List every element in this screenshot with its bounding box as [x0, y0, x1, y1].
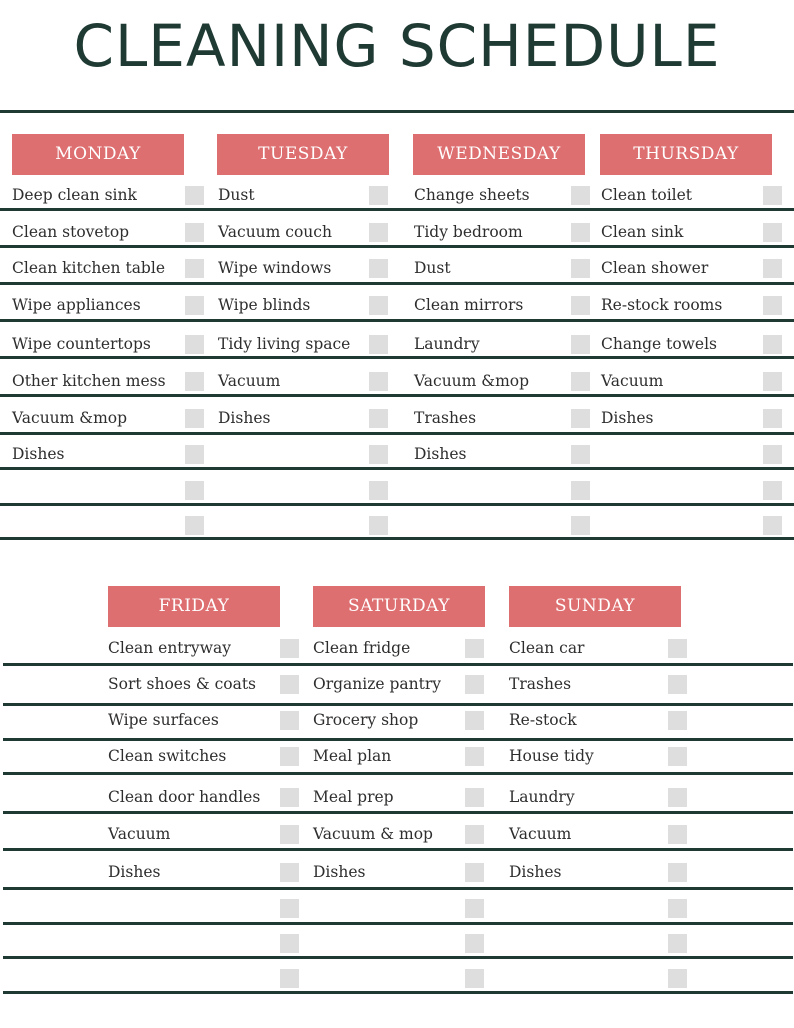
- divider-line: [0, 110, 794, 113]
- task-label: Vacuum & mop: [313, 825, 433, 843]
- task-label: Wipe windows: [218, 259, 332, 277]
- task-label: Laundry: [509, 788, 575, 806]
- divider-line: [0, 503, 794, 506]
- task-label: Clean shower: [601, 259, 709, 277]
- task-checkbox[interactable]: [571, 186, 590, 205]
- task-checkbox[interactable]: [280, 825, 299, 844]
- task-checkbox[interactable]: [185, 259, 204, 278]
- task-label: Change towels: [601, 335, 718, 353]
- divider-line: [0, 282, 794, 285]
- task-label: Clean door handles: [108, 788, 261, 806]
- divider-line: [3, 663, 793, 666]
- task-checkbox[interactable]: [280, 788, 299, 807]
- task-checkbox[interactable]: [465, 825, 484, 844]
- task-checkbox[interactable]: [280, 747, 299, 766]
- task-checkbox[interactable]: [571, 372, 590, 391]
- task-checkbox[interactable]: [465, 899, 484, 918]
- task-checkbox[interactable]: [668, 711, 687, 730]
- task-label: Trashes: [509, 675, 572, 693]
- task-checkbox[interactable]: [369, 335, 388, 354]
- task-label: Vacuum &mop: [12, 409, 128, 427]
- task-checkbox[interactable]: [185, 372, 204, 391]
- task-checkbox[interactable]: [280, 863, 299, 882]
- task-checkbox[interactable]: [571, 516, 590, 535]
- task-label: Sort shoes & coats: [108, 675, 256, 693]
- task-label: Vacuum: [601, 372, 664, 390]
- task-checkbox[interactable]: [668, 747, 687, 766]
- divider-line: [0, 208, 794, 211]
- task-label: Laundry: [414, 335, 480, 353]
- task-label: Vacuum: [108, 825, 171, 843]
- task-checkbox[interactable]: [668, 788, 687, 807]
- task-checkbox[interactable]: [465, 934, 484, 953]
- day-header-friday: FRIDAY: [108, 586, 280, 627]
- task-checkbox[interactable]: [280, 639, 299, 658]
- task-checkbox[interactable]: [763, 223, 782, 242]
- task-label: Vacuum: [218, 372, 281, 390]
- task-checkbox[interactable]: [571, 445, 590, 464]
- task-checkbox[interactable]: [465, 675, 484, 694]
- task-label: Deep clean sink: [12, 186, 137, 204]
- task-label: Wipe appliances: [12, 296, 141, 314]
- task-checkbox[interactable]: [369, 296, 388, 315]
- day-header-sunday: SUNDAY: [509, 586, 681, 627]
- day-header-saturday: SATURDAY: [313, 586, 485, 627]
- day-header-wednesday: WEDNESDAY: [413, 134, 585, 175]
- task-checkbox[interactable]: [185, 481, 204, 500]
- task-checkbox[interactable]: [571, 481, 590, 500]
- task-label: Dishes: [12, 445, 65, 463]
- task-checkbox[interactable]: [185, 409, 204, 428]
- task-label: Clean mirrors: [414, 296, 524, 314]
- task-label: Dishes: [509, 863, 562, 881]
- task-checkbox[interactable]: [763, 516, 782, 535]
- task-checkbox[interactable]: [668, 825, 687, 844]
- divider-line: [0, 356, 794, 359]
- task-label: Dishes: [108, 863, 161, 881]
- task-checkbox[interactable]: [369, 409, 388, 428]
- page-title: CLEANING SCHEDULE: [73, 12, 721, 80]
- task-checkbox[interactable]: [280, 934, 299, 953]
- task-label: Meal prep: [313, 788, 394, 806]
- day-header-monday: MONDAY: [12, 134, 184, 175]
- task-checkbox[interactable]: [369, 445, 388, 464]
- divider-line: [3, 887, 793, 890]
- task-checkbox[interactable]: [369, 372, 388, 391]
- task-checkbox[interactable]: [763, 296, 782, 315]
- task-label: Clean entryway: [108, 639, 231, 657]
- task-label: Change sheets: [414, 186, 530, 204]
- task-label: Wipe surfaces: [108, 711, 219, 729]
- task-label: Dust: [218, 186, 255, 204]
- task-checkbox[interactable]: [185, 223, 204, 242]
- task-checkbox[interactable]: [668, 675, 687, 694]
- task-label: Trashes: [414, 409, 477, 427]
- task-label: Tidy bedroom: [414, 223, 523, 241]
- task-checkbox[interactable]: [280, 969, 299, 988]
- task-checkbox[interactable]: [763, 481, 782, 500]
- task-label: Vacuum: [509, 825, 572, 843]
- task-checkbox[interactable]: [465, 747, 484, 766]
- day-header-tuesday: TUESDAY: [217, 134, 389, 175]
- divider-line: [0, 245, 794, 248]
- task-checkbox[interactable]: [465, 969, 484, 988]
- task-checkbox[interactable]: [280, 711, 299, 730]
- task-checkbox[interactable]: [763, 259, 782, 278]
- task-checkbox[interactable]: [571, 223, 590, 242]
- task-checkbox[interactable]: [763, 445, 782, 464]
- task-label: Tidy living space: [218, 335, 351, 353]
- task-label: Re-stock: [509, 711, 577, 729]
- task-checkbox[interactable]: [571, 335, 590, 354]
- task-label: Organize pantry: [313, 675, 442, 693]
- task-label: Re-stock rooms: [601, 296, 723, 314]
- task-label: Clean sink: [601, 223, 684, 241]
- task-checkbox[interactable]: [668, 899, 687, 918]
- task-checkbox[interactable]: [571, 259, 590, 278]
- task-checkbox[interactable]: [185, 335, 204, 354]
- divider-line: [0, 432, 794, 435]
- task-checkbox[interactable]: [763, 186, 782, 205]
- task-checkbox[interactable]: [369, 481, 388, 500]
- task-label: Clean toilet: [601, 186, 693, 204]
- task-checkbox[interactable]: [369, 259, 388, 278]
- task-checkbox[interactable]: [465, 639, 484, 658]
- divider-line: [3, 772, 793, 775]
- task-label: Dishes: [218, 409, 271, 427]
- task-checkbox[interactable]: [280, 899, 299, 918]
- divider-line: [0, 537, 794, 540]
- divider-line: [3, 922, 793, 925]
- task-label: Vacuum couch: [218, 223, 332, 241]
- divider-line: [3, 811, 793, 814]
- divider-line: [0, 319, 794, 322]
- task-checkbox[interactable]: [465, 863, 484, 882]
- task-checkbox[interactable]: [185, 296, 204, 315]
- task-label: Grocery shop: [313, 711, 419, 729]
- task-label: Dishes: [414, 445, 467, 463]
- task-checkbox[interactable]: [763, 335, 782, 354]
- task-checkbox[interactable]: [185, 186, 204, 205]
- task-label: House tidy: [509, 747, 594, 765]
- task-checkbox[interactable]: [668, 639, 687, 658]
- task-checkbox[interactable]: [465, 788, 484, 807]
- task-checkbox[interactable]: [185, 516, 204, 535]
- task-label: Wipe countertops: [12, 335, 151, 353]
- task-checkbox[interactable]: [280, 675, 299, 694]
- task-label: Clean fridge: [313, 639, 411, 657]
- task-label: Dishes: [601, 409, 654, 427]
- task-label: Clean kitchen table: [12, 259, 165, 277]
- task-label: Other kitchen mess: [12, 372, 166, 390]
- task-checkbox[interactable]: [668, 863, 687, 882]
- task-label: Clean switches: [108, 747, 227, 765]
- task-checkbox[interactable]: [668, 969, 687, 988]
- divider-line: [3, 703, 793, 706]
- divider-line: [3, 848, 793, 851]
- divider-line: [3, 956, 793, 959]
- task-label: Clean car: [509, 639, 585, 657]
- task-checkbox[interactable]: [763, 372, 782, 391]
- divider-line: [0, 394, 794, 397]
- task-checkbox[interactable]: [369, 186, 388, 205]
- task-checkbox[interactable]: [763, 409, 782, 428]
- task-checkbox[interactable]: [571, 296, 590, 315]
- task-label: Clean stovetop: [12, 223, 130, 241]
- task-checkbox[interactable]: [185, 445, 204, 464]
- task-checkbox[interactable]: [571, 409, 590, 428]
- task-checkbox[interactable]: [369, 223, 388, 242]
- task-label: Wipe blinds: [218, 296, 311, 314]
- day-header-thursday: THURSDAY: [600, 134, 772, 175]
- task-label: Vacuum &mop: [414, 372, 530, 390]
- task-checkbox[interactable]: [668, 934, 687, 953]
- task-label: Dishes: [313, 863, 366, 881]
- divider-line: [3, 991, 793, 994]
- divider-line: [0, 467, 794, 470]
- task-label: Dust: [414, 259, 451, 277]
- divider-line: [3, 738, 793, 741]
- task-label: Meal plan: [313, 747, 392, 765]
- task-checkbox[interactable]: [369, 516, 388, 535]
- task-checkbox[interactable]: [465, 711, 484, 730]
